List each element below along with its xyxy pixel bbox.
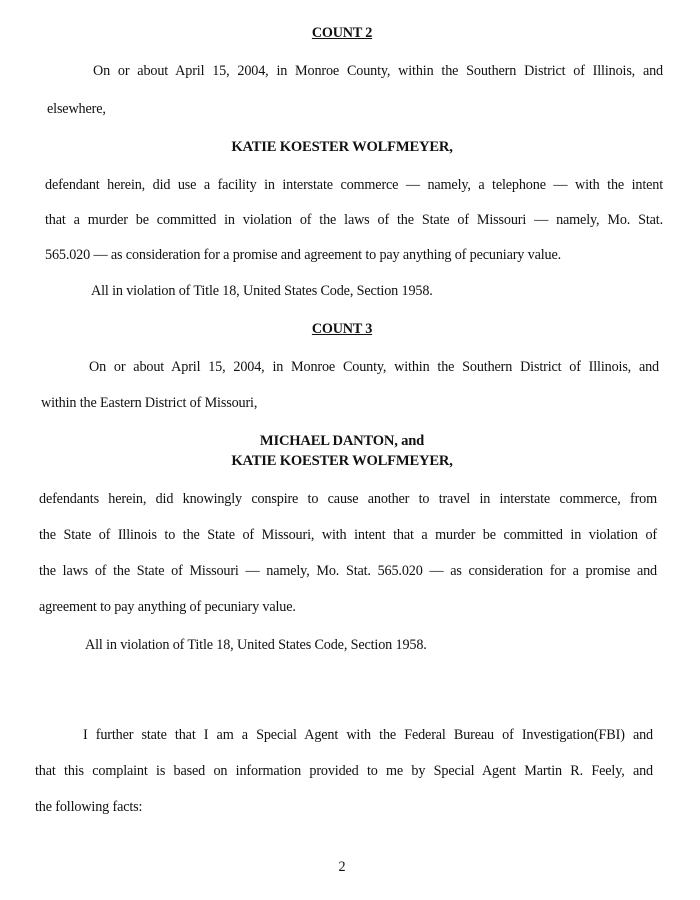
count-2-heading: COUNT 2: [311, 25, 373, 41]
count-3-defendant-2-name: KATIE KOESTER WOLFMEYER,: [231, 453, 453, 469]
count-3-defendant-1-name: MICHAEL DANTON, and: [259, 433, 425, 449]
count-3-para-2-line-4: agreement to pay anything of pecuniary value.: [39, 599, 296, 615]
count-3-para-2-line-2: the State of Illinois to the State of Missouri, with intent that a murder be committed in violation of: [39, 527, 657, 543]
count-2-para-1-line-2: elsewhere,: [47, 101, 106, 117]
count-2-defendant-name: KATIE KOESTER WOLFMEYER,: [231, 139, 453, 155]
count-2-para-2-line-1: defendant herein, did use a facility in interstate commerce — namely, a telephone — with the intent: [45, 177, 663, 193]
page-number: 2: [338, 859, 346, 875]
statement-line-3: the following facts:: [35, 799, 143, 815]
count-3-para-1-line-2: within the Eastern District of Missouri,: [41, 395, 258, 411]
count-3-para-2-line-1: defendants herein, did knowingly conspire to cause another to travel in interstate commerce, from: [39, 491, 657, 507]
count-2-para-2-line-3: 565.020 — as consideration for a promise and agreement to pay anything of pecuniary value.: [45, 247, 562, 263]
count-2-violation: All in violation of Title 18, United States Code, Section 1958.: [91, 283, 433, 299]
count-3-para-1-line-1: On or about April 15, 2004, in Monroe County, within the Southern District of Illinois, and: [89, 359, 659, 375]
count-3-violation: All in violation of Title 18, United States Code, Section 1958.: [85, 637, 427, 653]
statement-line-2: that this complaint is based on information provided to me by Special Agent Martin R. Feely, and: [35, 763, 653, 779]
statement-line-1: I further state that I am a Special Agent with the Federal Bureau of Investigation(FBI) and: [83, 727, 653, 743]
count-3-para-2-line-3: the laws of the State of Missouri — namely, Mo. Stat. 565.020 — as consideration for a promise and: [39, 563, 657, 579]
count-2-para-2-line-2: that a murder be committed in violation of the laws of the State of Missouri — namely, Mo. Stat.: [45, 212, 663, 228]
count-3-heading: COUNT 3: [311, 321, 373, 337]
count-2-para-1-line-1: On or about April 15, 2004, in Monroe County, within the Southern District of Illinois, and: [93, 63, 663, 79]
